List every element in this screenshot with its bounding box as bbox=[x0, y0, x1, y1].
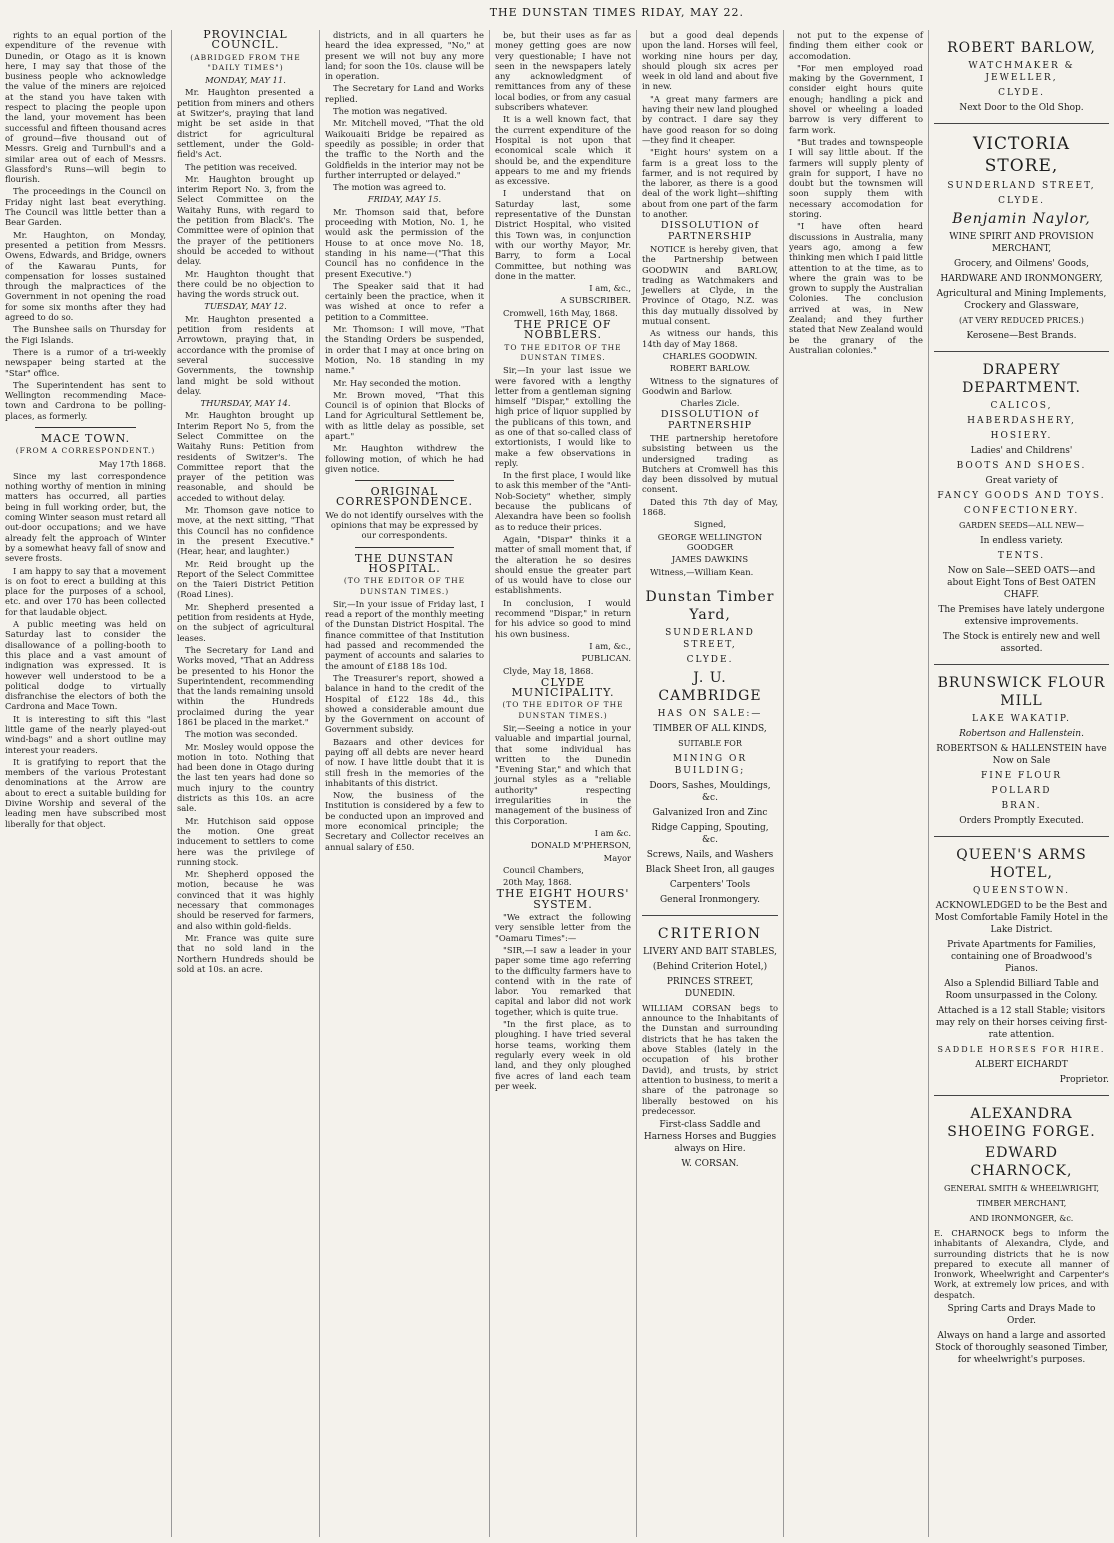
queens-arms-advert bbox=[934, 837, 1109, 1096]
ad-line: TIMBER MERCHANT, bbox=[976, 1199, 1067, 1208]
paragraph: "Eight hours' system on a farm is a great loss to the farmer, and is not required by the laborer, as there is a good deal of the work light—shifting about from one part of the farm to another. bbox=[642, 147, 778, 220]
paragraph: "A great many farmers are having their new land ploughed by contract. I dare say they have good reason for so doing—they find it cheaper. bbox=[642, 93, 778, 145]
masthead: THE DUNSTAN TIMES RIDAY, MAY 22. bbox=[489, 6, 744, 19]
ad-line: Black Sheet Iron, all gauges bbox=[645, 864, 775, 875]
ad-line: The Premises have lately undergone extensive improvements. bbox=[938, 605, 1105, 627]
ad-line: ACKNOWLEDGED to be the Best and Most Comfortable Family Hotel in the Lake District. bbox=[935, 901, 1108, 935]
paragraph: The motion was agreed to. bbox=[333, 182, 447, 193]
ad-line: In endless variety. bbox=[980, 536, 1063, 546]
ad-line: Great variety of bbox=[985, 476, 1058, 486]
signature: Charles Zicle. bbox=[680, 398, 740, 409]
paragraph: The Bunshee sails on Thursday for the Figi Islands. bbox=[5, 324, 166, 345]
ad-line: LIVERY AND BAIT STABLES, bbox=[643, 946, 777, 957]
paragraph: Mr. Reid brought up the Report of the Select Committee on the Taieri District Petition (Road Lines). bbox=[177, 558, 314, 600]
paragraph: Now, the business of the Institution is considered by a few to be conducted upon an improved and more economical principle; the Secretary and Collector receives an annual salary of £50. bbox=[325, 790, 484, 852]
paragraph: Mr. Haughton withdrew the following motion, of which he had given notice. bbox=[325, 443, 484, 474]
signature: Witness to the signatures of Goodwin and Barlow. bbox=[642, 375, 778, 396]
ad-title: CRITERION bbox=[657, 925, 763, 942]
ad-line: Galvanized Iron and Zinc bbox=[652, 807, 768, 818]
paragraph: "SIR,—I saw a leader in your paper some time ago referring to the difficulty farmers have to contend with in the rate of labor. You remarked that capital and labor did not work together, which is quite true. bbox=[495, 944, 631, 1017]
paragraph: Mr. Thomson: I will move, "That the Standing Orders be suspended, in order that I may at once bring on Motion, No. 18 standing in my name." bbox=[325, 324, 484, 376]
paragraph: Mr. Haughton presented a petition from residents at Arrowtown, praying that, in accordance with the promise of several successive Governments, the township land might be sold without delay. bbox=[177, 313, 314, 396]
notice-heading: DISSOLUTION of PARTNERSHIP bbox=[660, 220, 760, 242]
ad-line: HARDWARE AND IRONMONGERY, bbox=[940, 274, 1103, 284]
dateline: THURSDAY, MAY 14. bbox=[200, 398, 291, 409]
paragraph: Sir,—In your issue of Friday last, I read a report of the monthly meeting of the Dunstan District Hospital. The finance committee of that Institution had passed and recommended the payment of accounts and salaries to the amount of £188 18s 10d. bbox=[325, 598, 484, 671]
ad-title: VICTORIA STORE, bbox=[972, 134, 1071, 176]
paragraph: The motion was seconded. bbox=[185, 729, 298, 740]
paragraph: In conclusion, I would recommend "Dispar," in return for his advice so good to mind his own business. bbox=[495, 597, 631, 639]
ad-title: QUEEN'S ARMS HOTEL, bbox=[956, 847, 1087, 881]
paragraph: "But trades and townspeople I will say little about. If the farmers will supply plenty of grain for support, I have no doubt but the townsmen will soon supply them with necessary accomodation for storing. bbox=[789, 136, 923, 220]
ad-line: Private Apartments for Families, containing one of Broadwood's Pianos. bbox=[947, 940, 1096, 974]
ad-title: J. U. CAMBRIDGE bbox=[658, 669, 762, 704]
ad-line: LAKE WAKATIP. bbox=[972, 714, 1071, 724]
article-subheading: TO THE EDITOR OF THE DUNSTAN TIMES. bbox=[504, 342, 622, 362]
ad-title: Benjamin Naylor, bbox=[952, 211, 1091, 227]
ad-line: CLYDE. bbox=[686, 654, 734, 665]
ad-line: SUNDERLAND STREET, bbox=[665, 627, 755, 650]
ad-line: FINE FLOUR bbox=[980, 771, 1063, 781]
ad-line: WINE SPIRIT AND PROVISION MERCHANT, bbox=[949, 232, 1094, 254]
article-heading: THE DUNSTAN HOSPITAL. bbox=[354, 551, 454, 575]
ad-title: Dunstan Timber Yard, bbox=[645, 588, 775, 623]
article-heading: MACE TOWN. bbox=[40, 431, 131, 445]
ad-line: CONFECTIONERY. bbox=[963, 506, 1080, 516]
ad-line: Carpenters' Tools bbox=[669, 879, 751, 890]
victoria-store-advert bbox=[934, 124, 1109, 352]
paragraph: but a good deal depends upon the land. Horses will feel, working nine hours per day, should plough six acres per week in old land and about five in new. bbox=[642, 30, 778, 92]
ad-line: Attached is a 12 stall Stable; visitors may rely on their horses ceiving first-rate attention. bbox=[935, 1006, 1108, 1040]
paragraph: Mr. Thomson said that, before proceeding with Motion, No. 1, he would ask the permission of the House to at once move No. 18, standing in his name—("That this Council has no confidence in the present Executive.") bbox=[325, 206, 484, 279]
paragraph: It is interesting to sift this "last little game of the nearly played-out wind-bags" and a short outline may interest your readers. bbox=[5, 713, 166, 755]
ad-line: HABERDASHERY, bbox=[967, 416, 1076, 426]
ad-line: QUEENSTOWN. bbox=[973, 886, 1070, 896]
paragraph: Mr. Haughton brought up Interim Report No 5, from the Select Committee on the Waitahy Runs: Petition from residents of Switzer's. The Committee report that the prayer of the petition was reasonable, and should be acceded to without delay. bbox=[177, 410, 314, 503]
paragraph: Sir,—Seeing a notice in your valuable and impartial journal, that some individual has written to the Dunedin "Evening Star," and which that journal styles as a "reliable authority" respecting irregularities in the management of the business of this Corporation. bbox=[495, 723, 631, 826]
ad-line: Ridge Capping, Spouting, &c. bbox=[651, 822, 769, 845]
timber-yard-advert bbox=[642, 579, 778, 916]
ad-title: EDWARD CHARNOCK, bbox=[970, 1145, 1073, 1179]
ad-line: (AT VERY REDUCED PRICES.) bbox=[959, 316, 1084, 325]
dateline: FRIDAY, MAY 15. bbox=[367, 194, 442, 205]
article-heading: PROVINCIAL COUNCIL. bbox=[203, 30, 288, 52]
column-2 bbox=[172, 30, 320, 1537]
ad-line: Orders Promptly Executed. bbox=[959, 816, 1084, 826]
article-subheading: (ABRIDGED FROM THE "DAILY TIMES") bbox=[190, 52, 301, 72]
signature: A SUBSCRIBER. bbox=[560, 295, 631, 306]
ad-title: DRAPERY DEPARTMENT. bbox=[962, 362, 1081, 396]
ad-line: SADDLE HORSES FOR HIRE. bbox=[937, 1045, 1106, 1054]
ad-title: ROBERT BARLOW, bbox=[947, 40, 1096, 56]
paragraph: Mr. Brown moved, "That this Council is of opinion that Blocks of Land for Agricultural Settlement be, with as little delay as possible, set apart." bbox=[325, 389, 484, 441]
ad-line: Always on hand a large and assorted Stock of thoroughly seasoned Timber, for wheelwright's purposes. bbox=[935, 1331, 1108, 1366]
article-heading: CLYDE MUNICIPALITY. bbox=[511, 675, 615, 700]
notice-heading: DISSOLUTION of PARTNERSHIP bbox=[660, 409, 760, 431]
paragraph: "In the first place, as to ploughing. I have tried several horse teams, working them regularly every week in old land, and they only ploughed five acres of land each team per week. bbox=[495, 1019, 631, 1091]
paragraph: The motion was negatived. bbox=[333, 106, 448, 117]
ad-line: W. CORSAN. bbox=[681, 1159, 739, 1170]
paragraph: In the first place, I would like to ask this member of the "Anti-Nob-Society" whether, simply because the publicans of Alexandra have been so foolish as to reduce their prices. bbox=[495, 470, 631, 532]
ad-line: Next Door to the Old Shop. bbox=[959, 103, 1084, 113]
ad-line: HOSIERY. bbox=[990, 431, 1053, 441]
paragraph: A public meeting was held on Saturday last to consider the disallowance of a polling-booth to this place and a vast amount of indignation was expressed. It is however well understood to be a political dodge to virtually disfranchise the electors of both the Cardrona and Mace Town. bbox=[5, 619, 166, 712]
paragraph: There is a rumor of a tri-weekly newspaper being started at the "Star" office. bbox=[5, 346, 166, 378]
signature: Witness,—William Kean. bbox=[650, 566, 754, 577]
dateline: TUESDAY, MAY 12. bbox=[204, 301, 287, 312]
signature: I am, &c., bbox=[589, 283, 631, 294]
paragraph: I am happy to say that a movement is on foot to erect a building at this place for the purposes of a school, etc. and over 170 has been collected for that laudable object. bbox=[5, 565, 166, 617]
paragraph: not put to the expense of finding them either cook or accomodation. bbox=[789, 30, 923, 61]
article-heading: THE PRICE OF NOBBLERS. bbox=[514, 318, 612, 342]
paragraph: Mr. Haughton thought that there could be no objection to having the words struck out. bbox=[177, 268, 314, 300]
ad-line: CLYDE. bbox=[998, 88, 1045, 98]
signature: JAMES DAWKINS bbox=[671, 554, 749, 565]
column-1 bbox=[0, 30, 172, 1537]
paragraph: Since my last correspondence nothing worthy of mention in mining matters has occurred, all parties being in full working order, but, the coming Winter season must retard all out-door occupations; and we have already felt the approach of Winter by a somewhat heavy fall of snow and severe frosts. bbox=[5, 470, 166, 564]
paragraph: The Speaker said that it had certainly been the practice, when it was wished at once to refer a petition to a Committee. bbox=[325, 280, 484, 322]
column-4 bbox=[490, 30, 637, 1537]
ad-line: HAS ON SALE:— bbox=[657, 708, 763, 719]
ad-line: GENERAL SMITH & WHEELWRIGHT, bbox=[943, 1184, 1100, 1193]
ad-line: TIMBER OF ALL KINDS, bbox=[653, 723, 767, 734]
divider bbox=[355, 547, 454, 548]
column-6 bbox=[784, 30, 929, 1537]
ad-line: GARDEN SEEDS—ALL NEW— bbox=[958, 521, 1085, 530]
ad-line: ROBERTSON & HALLENSTEIN have Now on Sale bbox=[936, 744, 1107, 766]
ad-text: E. CHARNOCK begs to inform the inhabitants of Alexandra, Clyde, and surrounding districts that he is now prepared to execute all manner of Ironwork, Wheelwright and Carpenter's Work, at extremely low prices, and with despatch. bbox=[934, 1228, 1109, 1300]
signature: I am &c. bbox=[594, 827, 631, 838]
ad-line: Proprietor. bbox=[1059, 1075, 1109, 1085]
column-7 bbox=[929, 30, 1114, 1537]
paragraph: Again, "Dispar" thinks it a matter of small moment that, if the alteration he so desires should ensue the greater part of us would have to close our establishments. bbox=[495, 533, 631, 596]
signature: Cromwell, 16th May, 1868. bbox=[503, 307, 618, 318]
ad-title: ALEXANDRA SHOEING FORGE. bbox=[947, 1106, 1096, 1140]
ad-line: BRAN. bbox=[1001, 801, 1042, 811]
ad-line: Also a Splendid Billiard Table and Room unsurpassed in the Colony. bbox=[944, 979, 1099, 1001]
notice-text: NOTICE is hereby given, that the Partnership between GOODWIN and BARLOW, trading as Watchmakers and Jewellers at Clyde, in the Province of Otago, N.Z. was this day mutually dissolved by mutual consent. bbox=[642, 243, 778, 327]
flour-mill-advert bbox=[934, 665, 1109, 837]
article-heading: THE EIGHT HOURS' SYSTEM. bbox=[496, 887, 630, 911]
dateline: May 17th 1868. bbox=[98, 458, 166, 469]
column-3 bbox=[320, 30, 490, 1537]
paragraph: Mr. Shepherd presented a petition from residents at Hyde, on the subject of agricultural leases. bbox=[177, 601, 314, 643]
editorial-note: We do not identify ourselves with the opinions that may be expressed by our correspondents. bbox=[325, 509, 484, 541]
notice-text: Dated this 7th day of May, 1868. bbox=[642, 496, 778, 518]
ad-line: Spring Carts and Drays Made to Order. bbox=[947, 1304, 1096, 1327]
notice-text: THE partnership heretofore subsisting between us the undersigned trading as Butchers at Cromwell has this day been dissolved by mutual consent. bbox=[642, 432, 778, 495]
divider bbox=[355, 480, 454, 481]
ad-line: POLLARD bbox=[991, 786, 1052, 796]
ad-line: Ladies' and Childrens' bbox=[970, 446, 1073, 456]
signature: 20th May, 1868. bbox=[503, 877, 572, 888]
ad-line: Screws, Nails, and Washers bbox=[646, 849, 774, 860]
drapery-advert bbox=[934, 352, 1109, 665]
ad-line: SUITABLE FOR bbox=[678, 738, 742, 748]
paragraph: Sir,—In your last issue we were favored with a lengthy letter from a gentleman signing himself "Dispar," extolling the high price of liquor supplied by the publicans of this town, and as one of that so-called class of extortionists, I would like to make a few observations in reply. bbox=[495, 365, 631, 468]
paragraph: Mr. Hay seconded the motion. bbox=[333, 377, 461, 388]
paragraph: Mr. Shepherd opposed the motion, because he was convinced that it was highly necessary that commonages should be reserved for farmers, and also within gold-fields. bbox=[177, 869, 314, 931]
paragraph: It is gratifying to report that the members of the various Protestant denominations at the Arrow are about to erect a suitable building for Divine Worship and several of the leading men have subscribed most liberally for that object. bbox=[5, 756, 166, 829]
ad-line: FANCY GOODS AND TOYS. bbox=[937, 491, 1106, 501]
ad-line: First-class Saddle and Harness Horses and Buggies always on Hire. bbox=[643, 1120, 777, 1155]
divider bbox=[35, 427, 136, 428]
paragraph: districts, and in all quarters he heard the idea expressed, "No," at present we will not buy any more land; for soon the 10s. clause will be in operation. bbox=[325, 30, 484, 82]
ad-line: PRINCES STREET, DUNEDIN. bbox=[666, 976, 754, 999]
paragraph: Mr. France was quite sure that no sold land in the Northern Hundreds should be sold at 10s. an acre. bbox=[177, 932, 314, 974]
paragraph: Mr. Thomson gave notice to move, at the next sitting, "That this Council has no confidence in the present Executive." (Hear, hear, and laughter.) bbox=[177, 505, 314, 557]
paragraph: Mr. Hutchison said oppose the motion. One great inducement to settlers to come here was the privilege of running stock. bbox=[177, 815, 314, 867]
ad-title: BRUNSWICK FLOUR MILL bbox=[937, 675, 1106, 709]
ad-line: MINING OR BUILDING; bbox=[672, 753, 748, 776]
notice-text: As witness our hands, this 14th day of May 1868. bbox=[642, 328, 778, 349]
signature: CHARLES GOODWIN. bbox=[662, 350, 758, 361]
ad-line: The Stock is entirely new and well assorted. bbox=[942, 632, 1101, 654]
ad-line: Agricultural and Mining Implements, Crockery and Glassware, bbox=[936, 289, 1107, 311]
shoeing-forge-advert bbox=[934, 1096, 1109, 1375]
signature: PUBLICAN. bbox=[581, 653, 631, 664]
livery-stables-advert bbox=[642, 916, 778, 1179]
paragraph: It is a well known fact, that the current expenditure of the Hospital is not upon that economical scale which it should be, and the expenditure appears to me and my friends as excessive. bbox=[495, 114, 631, 187]
ad-line: SUNDERLAND STREET, bbox=[947, 181, 1096, 191]
ad-line: Robertson and Hallenstein. bbox=[959, 729, 1084, 739]
ad-line: Grocery, and Oilmens' Goods, bbox=[954, 259, 1089, 269]
article-subheading: (TO THE EDITOR OF THE DUNSTAN TIMES.) bbox=[343, 576, 466, 596]
ad-line: AND IRONMONGER, &c. bbox=[969, 1214, 1074, 1223]
dateline: MONDAY, MAY 11. bbox=[205, 75, 286, 86]
paragraph: The proceedings in the Council on Friday night last beat everything. The Council was little better than a Bear Garden. bbox=[5, 186, 166, 228]
paragraph: The petition was received. bbox=[185, 161, 298, 172]
ad-line: General Ironmongery. bbox=[659, 894, 760, 905]
ad-line: CALICOS, bbox=[990, 401, 1053, 411]
signature: Mayor bbox=[603, 852, 631, 863]
signature: Council Chambers, bbox=[503, 864, 584, 875]
signature: Signed, bbox=[693, 519, 727, 530]
article-subheading: (TO THE EDITOR OF THE DUNSTAN TIMES.) bbox=[502, 700, 624, 720]
signature: I am, &c., bbox=[589, 640, 631, 651]
paragraph: "We extract the following very sensible letter from the "Oamaru Times":— bbox=[495, 912, 631, 943]
paragraph: The Secretary for Land and Works replied. bbox=[325, 83, 484, 104]
paragraph: The Secretary for Land and Works moved, "That an Address be presented to his Honor the Superintendent, recommending that the lands remaining unsold within the Hundreds proclaimed during the year 1861 be placed in the market." bbox=[177, 644, 314, 727]
ad-line: BOOTS AND SHOES. bbox=[956, 461, 1087, 471]
paragraph: Mr. Haughton, on Monday, presented a petition from Messrs. Owens, Edwards, and Bridge, owners of the Kawarau Punts, for compensation for losses sustained through the malpractices of the Government in not opening the road for some six months after they had agreed to do so. bbox=[5, 229, 166, 323]
paragraph: Bazaars and other devices for paying off all debts are never heard of now. I have little doubt that it is still fresh in the memories of the inhabitants of this district. bbox=[325, 736, 484, 788]
paragraph: "For men employed road making by the Government, I consider eight hours quite enough; handling a pick and shovel or wheeling a loaded barrow is very different to farm work. bbox=[789, 62, 923, 135]
paragraph: Mr. Mitchell moved, "That the old Waikouaiti Bridge be repaired as speedily as possible; in order that the traffic to the North and the Goldfields in the interior may not be further interrupted or delayed." bbox=[325, 118, 484, 180]
ad-line: Now on Sale—SEED OATS—and about Eight Tons of Best OATEN CHAFF. bbox=[947, 566, 1096, 600]
paragraph: "I have often heard discussions in Australia, many years ago, among a few thinking men which I paid little attention to at the time, as to where the grain was to be grown to supply the Australian Colonies. The conclusion arrived at was, in New Zealand; and they further stated that New Zealand would be the granary of the Australian colonies." bbox=[789, 221, 923, 355]
paragraph: rights to an equal portion of the expenditure of the revenue with Dunedin, or Otago as it is known here, I may say that those of the business people who acknowledge the value of the miners are rejoiced at the stand you have taken with respect to placing the people upon the land, your movement has been successful and fifteen thousand acres of ground—five thousand out of Messrs. Greig and Turnbull's and a similar area out of each of Messrs. Glassford's Runs—will begin to flourish. bbox=[5, 30, 166, 185]
paragraph: Mr. Mosley would oppose the motion in toto. Nothing that had been done in Otago during the last ten years had done so much injury to the country districts as this 10s. an acre sale. bbox=[177, 741, 314, 814]
signature: GEORGE WELLINGTON GOODGER bbox=[657, 531, 763, 552]
ad-line: (Behind Criterion Hotel,) bbox=[652, 961, 768, 972]
paragraph: The Treasurer's report, showed a balance in hand to the credit of the Hospital of £122 18s 4d., this showed a considerable amount due by the Government on account of Government subsidy. bbox=[325, 672, 484, 735]
ad-line: TENTS. bbox=[997, 551, 1046, 561]
signature: DONALD M'PHERSON, bbox=[530, 840, 631, 851]
paragraph: Mr. Haughton presented a petition from miners and others at Switzer's, praying that land might be set aside in that district for agricultural settlement, under the Gold-field's Act. bbox=[177, 87, 314, 160]
signature: ROBERT BARLOW. bbox=[669, 363, 751, 374]
ad-line: WATCHMAKER & JEWELLER, bbox=[968, 61, 1075, 83]
signature: Clyde, May 18, 1868. bbox=[503, 665, 594, 676]
ad-line: CLYDE. bbox=[998, 196, 1045, 206]
paragraph: Mr. Haughton brought up interim Report No. 3, from the Select Committee on the Waitahy Runs, with regard to the petition from Black's. The Committee were of opinion that the prayer of the petitioners should be acceded to without delay. bbox=[177, 173, 314, 267]
article-subheading: (FROM A CORRESPONDENT.) bbox=[15, 446, 156, 456]
paragraph: The Superintendent has sent to Wellington recommending Mace-town and Cardrona to be polling-places, as formerly. bbox=[5, 379, 166, 421]
ad-line: Doors, Sashes, Mouldings, &c. bbox=[649, 780, 771, 803]
article-heading: ORIGINAL CORRESPONDENCE. bbox=[335, 485, 474, 509]
column-5 bbox=[637, 30, 784, 1537]
paragraph: I understand that on Saturday last, some representative of the Dunstan District Hospital, who visited this Town was, in conjunction with our worthy Mayor, Mr. Barry, to form a Local Committee, but nothing was done in the matter. bbox=[495, 188, 631, 281]
ad-line: Kerosene—Best Brands. bbox=[966, 331, 1077, 341]
barlow-advert bbox=[934, 30, 1109, 124]
paragraph: be, but their uses as far as money getting goes are now very questionable; I have not seen in the newspapers lately any acknowledgment of remittances from any of these local bodies, or from any casual subscribers whatever. bbox=[495, 30, 631, 113]
ad-text: WILLIAM CORSAN begs to announce to the Inhabitants of the Dunstan and surrounding districts that he has taken the above Stables (lately in the occupation of his brother David), and trusts, by strict attention to business, to merit a share of the patronage so liberally bestowed on his predecessor. bbox=[642, 1002, 778, 1116]
ad-line: ALBERT EICHARDT bbox=[975, 1060, 1068, 1070]
